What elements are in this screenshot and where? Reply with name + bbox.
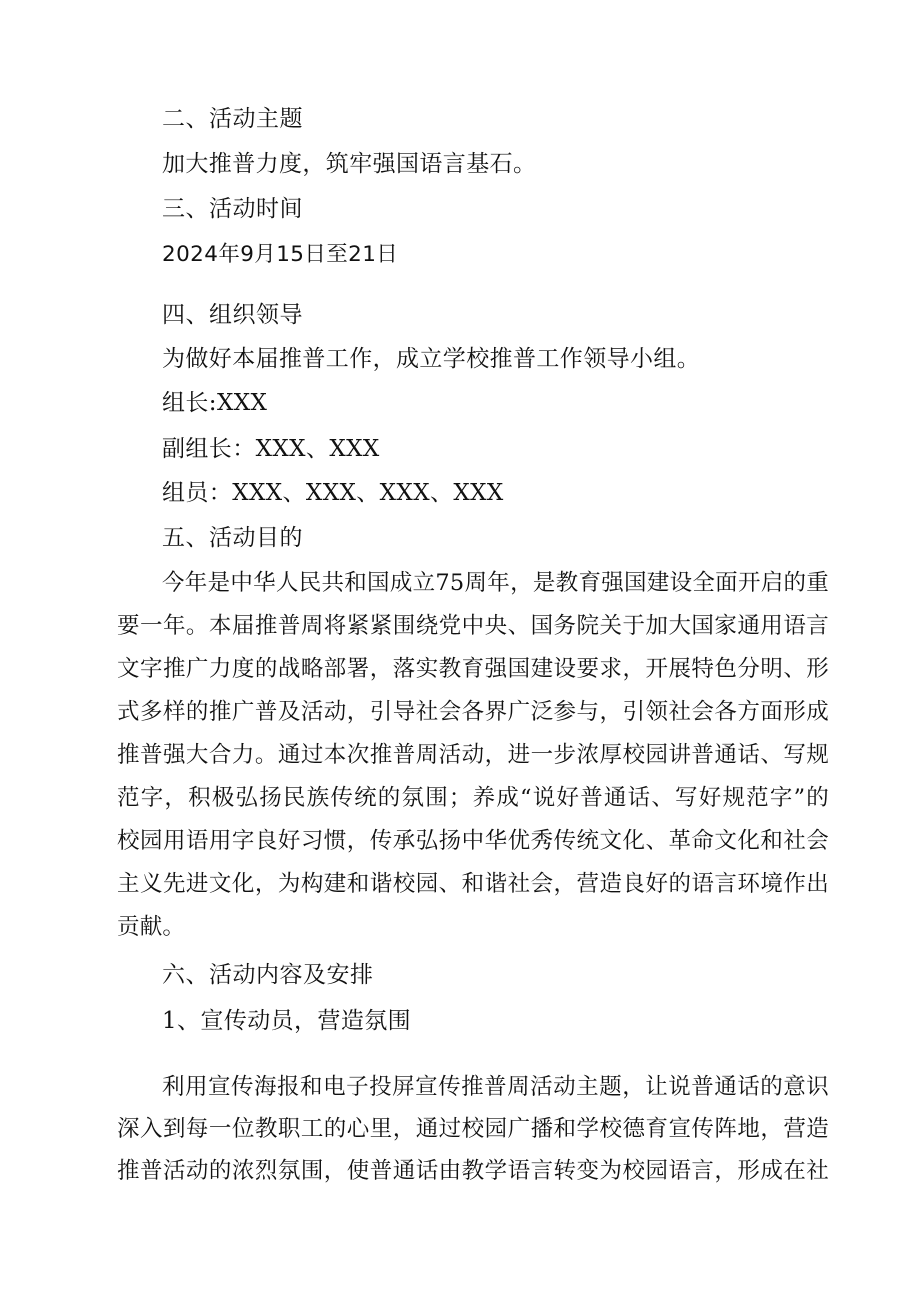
purpose-line-6: 范字，积极弘扬民族传统的氛围；养成“说好普通话、写好规范字”的: [117, 785, 829, 811]
members-line: 组员：XXX、XXX、XXX、XXX: [162, 480, 504, 506]
leadership-intro: 为做好本届推普工作，成立学校推普工作领导小组。: [162, 346, 701, 372]
purpose-line-4: 式多样的推广普及活动，引导社会各界广泛参与，引领社会各方面形成: [117, 699, 829, 725]
section-heading-leadership: 四、组织领导: [162, 302, 303, 328]
section-heading-content: 六、活动内容及安排: [162, 962, 374, 988]
purpose-line-5: 推普强大合力。通过本次推普周活动，进一步浓厚校园讲普通话、写规: [117, 742, 829, 768]
purpose-line-3: 文字推广力度的战略部署，落实教育强国建设要求，开展特色分明、形: [117, 656, 829, 682]
time-text: 2024年9月15日至21日: [162, 242, 399, 267]
theme-text: 加大推普力度，筑牢强国语言基石。: [162, 151, 537, 177]
content-line-1: 利用宣传海报和电子投屏宣传推普周活动主题，让说普通话的意识: [162, 1074, 829, 1100]
purpose-line-7: 校园用语用字良好习惯，传承弘扬中华优秀传统文化、革命文化和社会: [117, 828, 829, 854]
section-heading-time: 三、活动时间: [162, 196, 303, 222]
purpose-line-1: 今年是中华人民共和国成立75周年，是教育强国建设全面开启的重: [162, 570, 829, 596]
content-subheading-1: 1、宣传动员，营造氛围: [162, 1008, 412, 1034]
leader-line: 组长:XXX: [162, 390, 268, 416]
section-heading-theme: 二、活动主题: [162, 106, 303, 132]
purpose-line-2: 要一年。本届推普周将紧紧围绕党中央、国务院关于加大国家通用语言: [117, 613, 829, 639]
purpose-line-8: 主义先进文化，为构建和谐校园、和谐社会，营造良好的语言环境作出: [117, 871, 829, 897]
content-line-2: 深入到每一位教职工的心里，通过校园广播和学校德育宣传阵地，营造: [117, 1116, 829, 1142]
section-heading-purpose: 五、活动目的: [162, 525, 303, 551]
deputy-leader-line: 副组长：XXX、XXX: [162, 436, 380, 462]
content-line-3: 推普活动的浓烈氛围，使普通话由教学语言转变为校园语言，形成在社: [117, 1158, 829, 1184]
purpose-line-9: 贡献。: [117, 914, 186, 940]
